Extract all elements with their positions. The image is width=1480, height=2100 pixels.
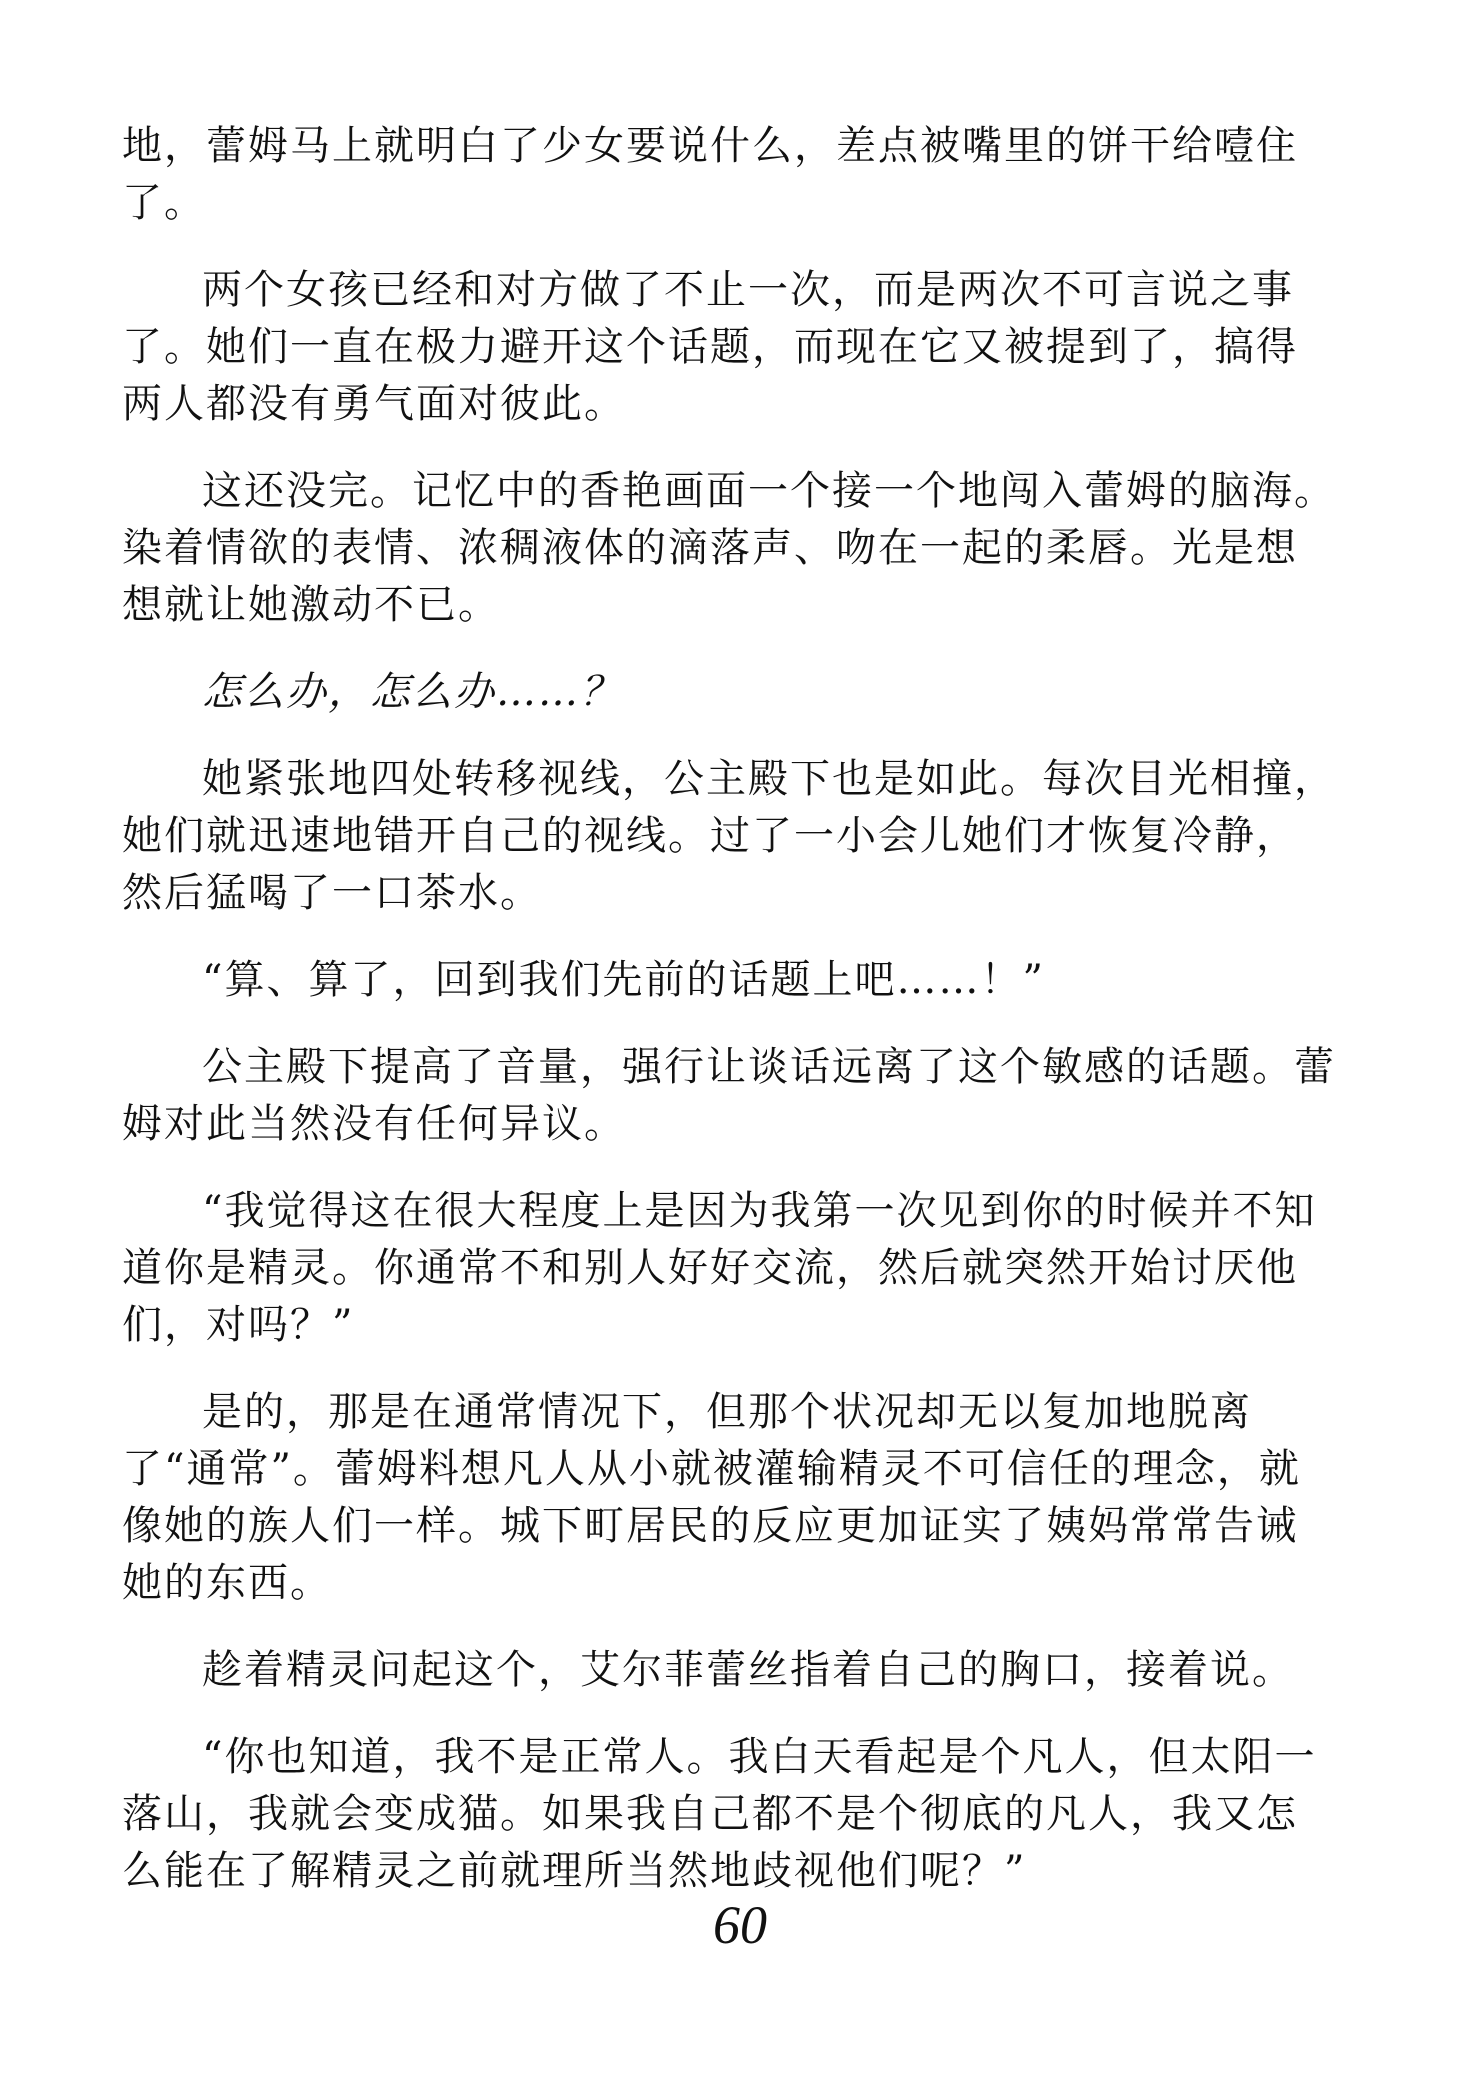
page-body bbox=[122, 118, 1337, 1930]
paragraph-5: 她紧张地四处转移视线，公主殿下也是如此。每次目光相撞，她们就迅速地错开自己的视线。过了一小会儿她们才恢复冷静，然后猛喝了一口茶水。 bbox=[122, 756, 1336, 916]
paragraph-4-inner-thought: 怎么办，怎么办……？ bbox=[202, 669, 622, 715]
paragraph-9: 是的，那是在通常情况下，但那个状况却无以复加地脱离了“通常”。蕾姆料想凡人从小就被灌输精灵不可信任的理念，就像她的族人们一样。城下町居民的反应更加证实了姨妈常常告诫她的东西。 bbox=[122, 1389, 1301, 1606]
paragraph-8-dialogue: “我觉得这在很大程度上是因为我第一次见到你的时候并不知道你是精灵。你通常不和别人好好交流，然后就突然开始讨厌他们，对吗？” bbox=[122, 1188, 1317, 1348]
paragraph-11-dialogue: “你也知道，我不是正常人。我白天看起是个凡人，但太阳一落山，我就会变成猫。如果我自己都不是个彻底的凡人，我又怎么能在了解精灵之前就理所当然地歧视他们呢？” bbox=[122, 1734, 1317, 1894]
paragraph-7: 公主殿下提高了音量，强行让谈话远离了这个敏感的话题。蕾姆对此当然没有任何异议。 bbox=[122, 1044, 1336, 1147]
paragraph-6-dialogue: “算、算了，回到我们先前的话题上吧……！” bbox=[202, 957, 1045, 1003]
page-number: 60 bbox=[713, 1895, 767, 1955]
paragraph-3: 这还没完。记忆中的香艳画面一个接一个地闯入蕾姆的脑海。染着情欲的表情、浓稠液体的滴落声、吻在一起的柔唇。光是想想就让她激动不已。 bbox=[122, 468, 1336, 628]
paragraph-2: 两个女孩已经和对方做了不止一次，而是两次不可言说之事了。她们一直在极力避开这个话题，而现在它又被提到了，搞得两人都没有勇气面对彼此。 bbox=[122, 267, 1298, 427]
paragraph-10: 趁着精灵问起这个，艾尔菲蕾丝指着自己的胸口，接着说。 bbox=[202, 1647, 1294, 1693]
paragraph-1: 地，蕾姆马上就明白了少女要说什么，差点被嘴里的饼干给噎住了。 bbox=[122, 123, 1298, 226]
